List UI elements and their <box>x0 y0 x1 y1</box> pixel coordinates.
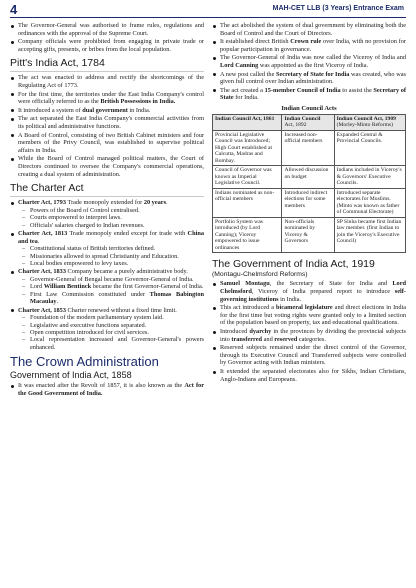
list-item: It extended the separated electorates also for Sikhs, Indian Christians, Anglo-Indians and Europeans. <box>212 368 406 383</box>
charter-act-list <box>10 199 204 351</box>
left-column <box>10 22 204 398</box>
goi-1858-bullet-list <box>10 382 204 397</box>
right-column <box>212 22 406 384</box>
table-header-cell: Indian Council Act, 1861 <box>213 114 282 130</box>
section-divider <box>10 196 204 197</box>
list-item: It established direct British Crown rule over India, with no provision for popular participation in governance. <box>212 38 406 53</box>
list-item: It was enacted after the Revolt of 1857, it is also known as the Act for the Good Government of India. <box>10 382 204 397</box>
table-cell: SP Sinha became first Indian law member. (first Indian to join the Viceroy's Executive Council) <box>334 217 405 253</box>
list-item: The Governor-General was authorised to frame rules, regulations and ordinances with the approval of the Supreme Court. <box>10 22 204 37</box>
provision-item: – Legislative and executive functions separated. <box>18 322 204 329</box>
list-item: Samuel Montagu, the Secretary of State for India and Lord Chelmsford, Viceroy of India prepared report to introduce self-governing institutions in India. <box>212 280 406 303</box>
header-rule <box>10 17 406 18</box>
list-item: Company officials were prohibited from engaging in private trade or accepting gifts, presents, or bribes from the local population. <box>10 38 204 53</box>
provision-item: – Lord William Bentinck became the first Governor-General of India. <box>18 283 204 290</box>
goi-1919-subheading: (Montagu-Chelmsford Reforms) <box>212 271 308 279</box>
provision-item: – Local bodies empowered to levy taxes. <box>18 260 204 267</box>
pitts-india-act-heading: Pitt's India Act, 1784 <box>10 57 105 70</box>
running-title: MAH-CET LLB (3 Years) Entrance Exam <box>272 5 404 12</box>
section-divider <box>10 71 204 72</box>
table-header-cell: Indian Council Act, 1892 <box>282 114 334 130</box>
list-item: The act separated the East India Company's commercial activities from its political and administrative functions. <box>10 115 204 130</box>
intro-bullet-list <box>10 22 204 53</box>
charter-act-item: Charter Act, 1853 Charter renewed without a fixed time limit. – Foundation of the modern parliamentary system laid. – Legislative and executive functions separated. – Open competition introduced for civil services. – Local representation increased and Governor-General's powers enhanced. <box>10 307 204 352</box>
table-cell: Indians nominated as non-official members <box>213 188 282 217</box>
crown-rule-bullet-list <box>212 22 406 102</box>
provision-item: – Missionaries allowed to spread Christianity and Education. <box>18 253 204 260</box>
table-row <box>213 217 406 253</box>
list-item: A Board of Control, consisting of two British Cabinet ministers and four members of the Privy Council, was established to supervise political affairs in India. <box>10 132 204 155</box>
list-item: It introduced a system of dual government in India. <box>10 107 204 115</box>
goi-1919-bullet-list <box>212 280 406 383</box>
charter-act-item: Charter Act, 1833 Company became a purely administrative body. – Governor-General of Bengal became Governor-General of India. – Lord William Bentinck became the first Governor-General of India. – First Law Commission constituted under Thomas Babington Macaulay. <box>10 268 204 305</box>
provision-item: – Courts empowered to interpret laws. <box>18 214 204 221</box>
goi-1919-heading: The Government of India Act, 1919 <box>212 258 375 271</box>
provision-item: – Open competition introduced for civil services. <box>18 329 204 336</box>
table-row <box>213 130 406 166</box>
table-row <box>213 188 406 217</box>
table-header-cell: Indian Council Act, 1909 (Morley-Minto Reforms) <box>334 114 405 130</box>
table-cell: Expanded Central & Provincial Councils. <box>334 130 405 166</box>
list-item: Introduced dyarchy in the provinces by dividing the provincial subjects into transferred and reserved categories. <box>212 328 406 343</box>
list-item: The act abolished the system of dual government by eliminating both the Board of Control and the Court of Directors. <box>212 22 406 37</box>
list-item: For the first time, the territories under the East India Company's control were officially referred to as the British Possessions in India. <box>10 91 204 106</box>
charter-act-provisions <box>18 245 204 267</box>
table-cell: Introduced indirect elections for some members <box>282 188 334 217</box>
provision-item: – Powers of the Board of Control centralised. <box>18 207 204 214</box>
list-item: The act created a 15-member Council of India to assist the Secretary of State for India. <box>212 87 406 102</box>
pitts-bullet-list <box>10 74 204 178</box>
list-item: While the Board of Control managed political matters, the Court of Directors continued to oversee the Company's commercial operations, creating a dual system of administration. <box>10 155 204 178</box>
charter-act-provisions <box>18 207 204 229</box>
council-acts-table <box>212 114 406 254</box>
provision-item: – Officials' salaries charged to Indian revenues. <box>18 222 204 229</box>
table-cell: Council of Governor was known as Imperial Legislative Council. <box>213 166 282 189</box>
provision-item: – Foundation of the modern parliamentary system laid. <box>18 314 204 321</box>
list-item: A new post called the Secretary of State for India was created, who was given full control over Indian administration. <box>212 71 406 86</box>
provision-item: – Governor-General of Bengal became Governor-General of India. <box>18 276 204 283</box>
list-item: The act was enacted to address and rectify the shortcomings of the Regulating Act of 1773. <box>10 74 204 89</box>
table-cell: Allowed discussion on budget <box>282 166 334 189</box>
table-cell: Indians included in Viceroy's & Governors' Executive Councils. <box>334 166 405 189</box>
list-item: The Governor-General of India was now called the Viceroy of India and Lord Canning was appointed as the first Viceroy of India. <box>212 54 406 69</box>
charter-act-item: Charter Act, 1813 Trade monopoly ended except for trade with China and tea. – Constitutional status of British territories defined. – Missionaries allowed to spread Christianity and Education. – Local bodies empowered to levy taxes. <box>10 230 204 267</box>
table-row <box>213 166 406 189</box>
charter-act-provisions <box>18 314 204 351</box>
table-header-row <box>213 114 406 130</box>
table-cell: Increased non-official members <box>282 130 334 166</box>
crown-administration-heading: The Crown Administration <box>10 354 159 370</box>
charter-act-provisions <box>18 276 204 306</box>
provision-item: – Constitutional status of British territories defined. <box>18 245 204 252</box>
page-number: 4 <box>10 2 18 17</box>
page-header <box>0 0 416 18</box>
provision-item: – Local representation increased and Governor-General's powers enhanced. <box>18 336 204 351</box>
provision-item: – First Law Commission constituted under Thomas Babington Macaulay. <box>18 291 204 306</box>
table-cell: Non-officials nominated by Viceroy & Governors <box>282 217 334 253</box>
charter-act-item: Charter Act, 1793 Trade monopoly extended for 20 years. – Powers of the Board of Control centralised. – Courts empowered to interpret laws. – Officials' salaries charged to Indian revenues. <box>10 199 204 229</box>
council-acts-table-title: Indian Council Acts <box>281 104 337 112</box>
list-item: Reserved subjects remained under the direct control of the Governor, through its Executive Council and Transferred subjects were controlled by Governor acting with Indian ministers. <box>212 344 406 367</box>
table-cell: Introduced separate electorates for Muslims. (Minto was known as father of Communal Electorate) <box>334 188 405 217</box>
goi-1858-heading: Government of India Act, 1858 <box>10 370 132 381</box>
list-item: This act introduced a bicameral legislature and direct elections in India for the first time but voting rights were granted only to a limited section of the population based on property, tax and educational qualifications. <box>212 304 406 327</box>
charter-act-heading: The Charter Act <box>10 182 84 195</box>
table-cell: Portfolio System was introduced (by Lord Canning); Viceroy empowered to issue ordinances <box>213 217 282 253</box>
table-cell: Provincial Legislative Council was Introduced; High Court established at Calcutta, Madras and Bombay. <box>213 130 282 166</box>
